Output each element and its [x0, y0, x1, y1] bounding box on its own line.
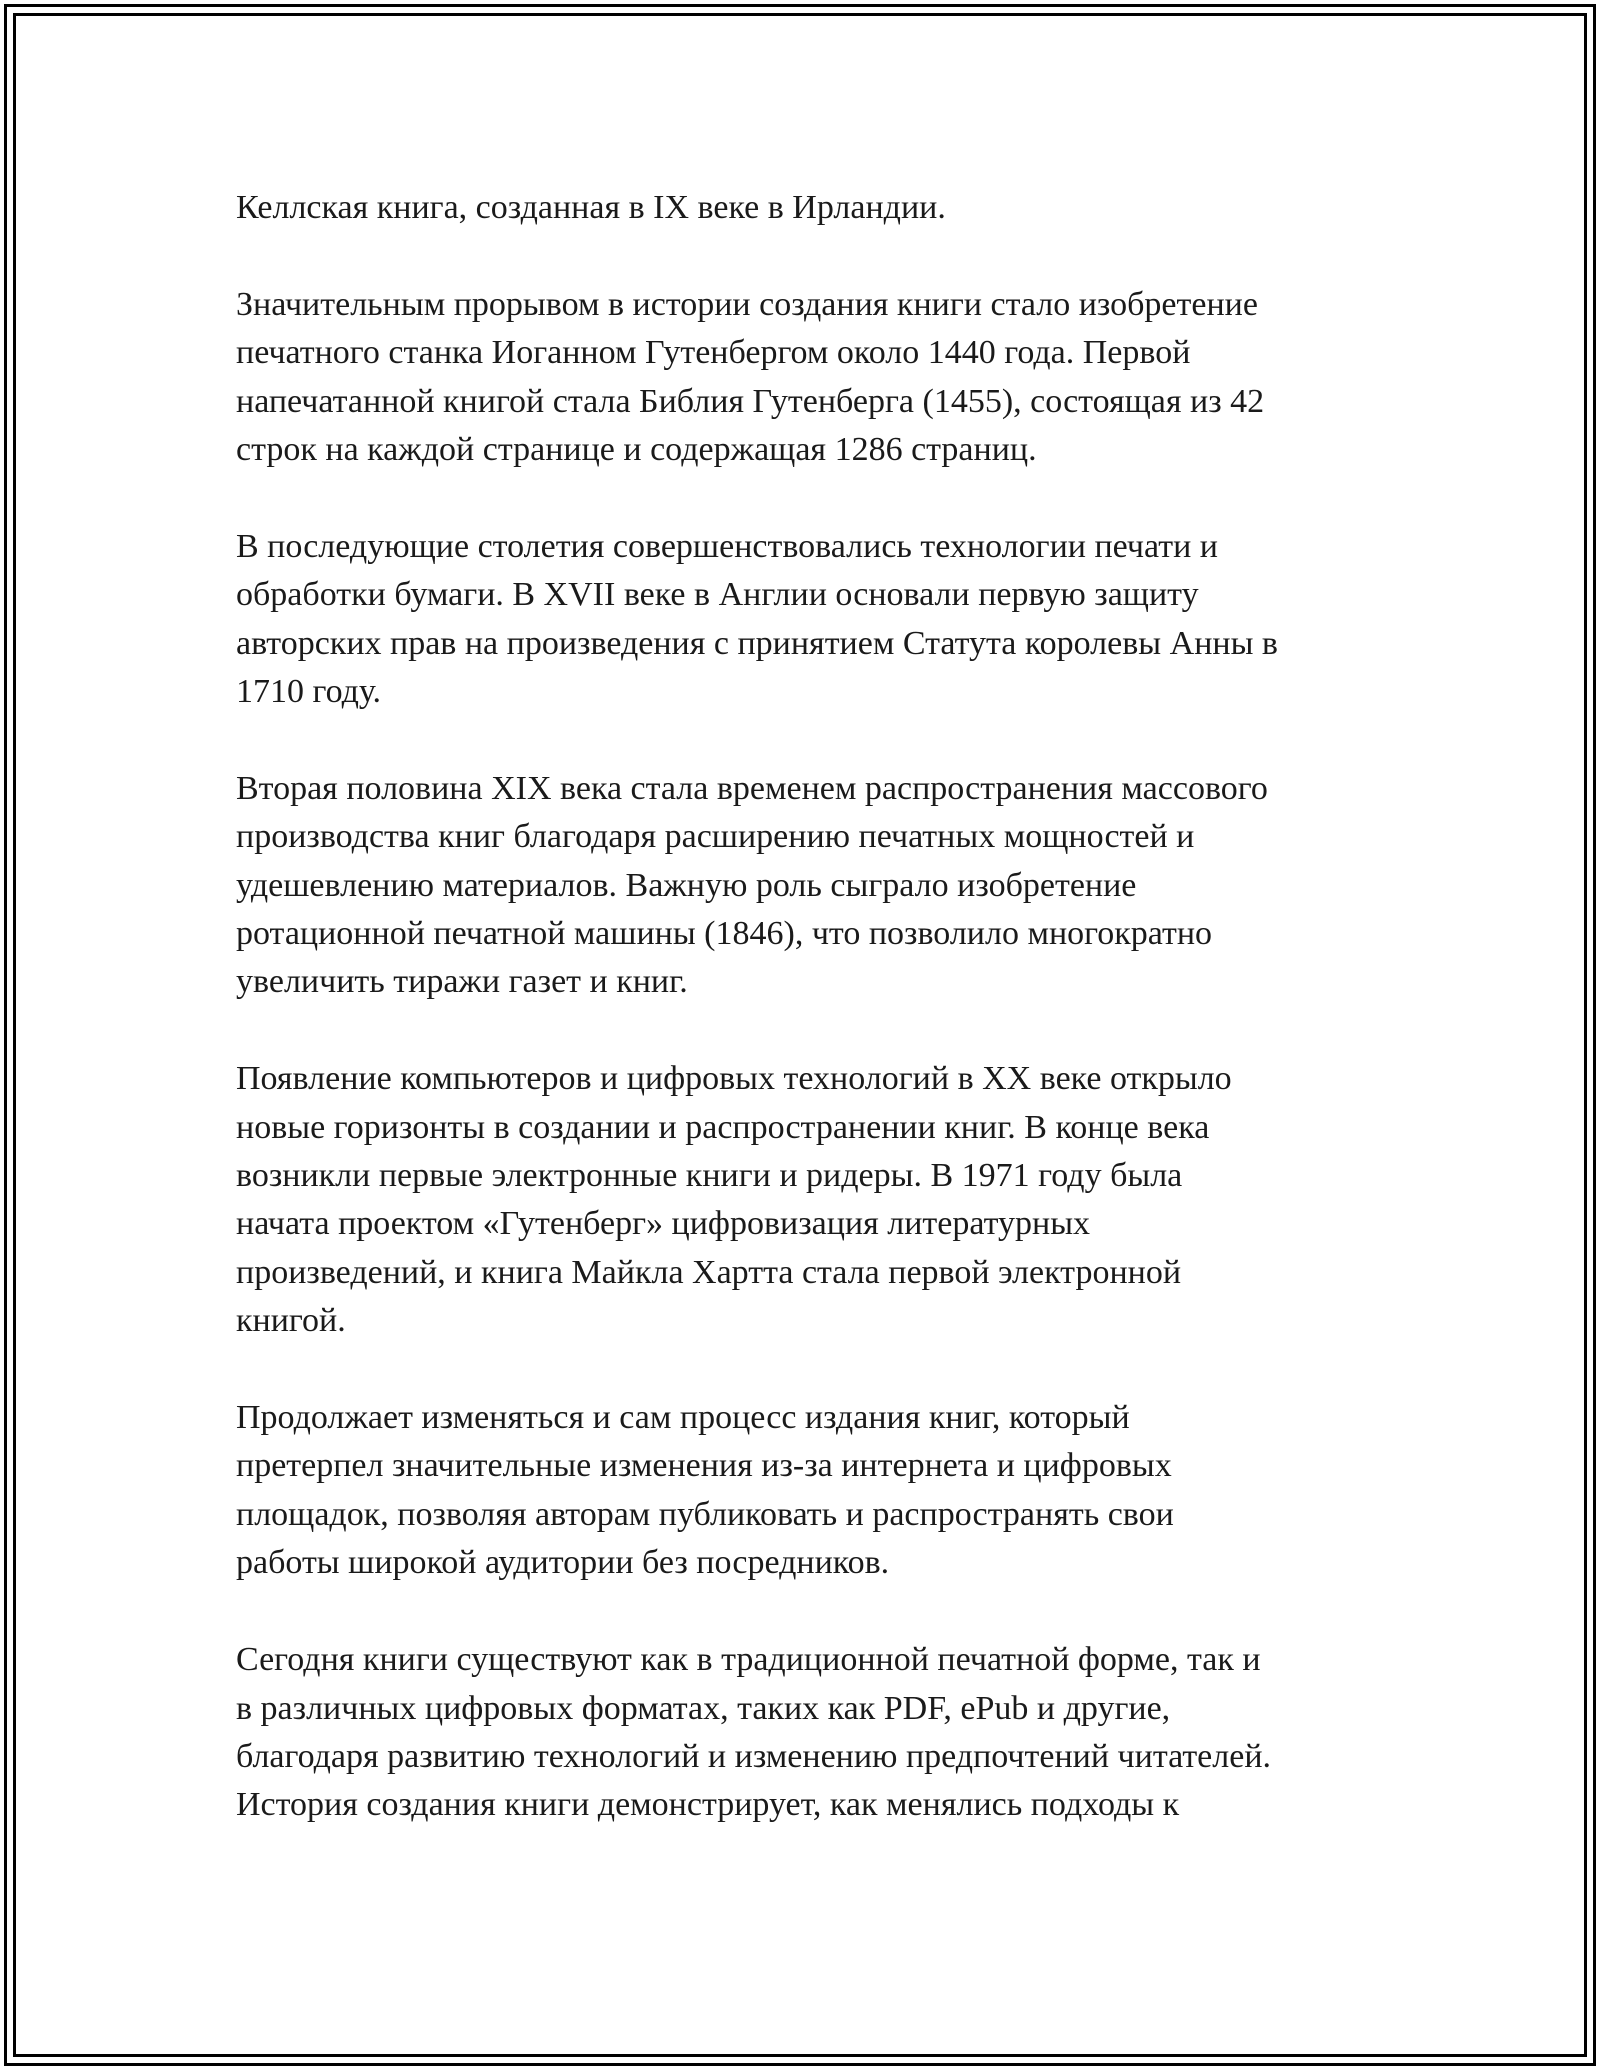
paragraph-mass-production: Вторая половина XIX века стала временем распространения массового производства книг благодаря расширению печатных мощностей и удешевлению материалов. Важную роль сыграло изобретение ротационной печатной машины (1846), что позволило многократно увеличить тиражи газет и книг. [236, 769, 1268, 1001]
paragraph-printing-copyright: В последующие столетия совершенствовались технологии печати и обработки бумаги. В XVII веке в Англии основали первую защиту авторских прав на произведения с принятием Статута королевы Анны в 1710 году. [236, 527, 1278, 711]
paragraph-book-of-kells: Келлская книга, созданная в IX веке в Ирландии. [236, 189, 946, 226]
document-body [236, 184, 1386, 1830]
paragraph-gutenberg-press: Значительным прорывом в истории создания книги стало изобретение печатного станка Иоганном Гутенбергом около 1440 года. Первой напечатанной книгой стала Библия Гутенберга (1455), состоящая из 42 строк на каждой странице и содержащая 1286 страниц. [236, 285, 1265, 469]
paragraph-books-today: Сегодня книги существуют как в традиционной печатной форме, так и в различных цифровых форматах, таких как PDF, ePub и другие, благодаря развитию технологий и изменению предпочтений читателей. История создания книги демонстрирует, как менялись подходы к [236, 1641, 1272, 1824]
paragraph-publishing-process: Продолжает изменяться и сам процесс издания книг, который претерпел значительные изменения из-за интернета и цифровых площадок, позволяя авторам публиковать и распространять свои работы широкой аудитории без посредников. [236, 1399, 1174, 1582]
paragraph-digital-books: Появление компьютеров и цифровых технологий в XX веке открыло новые горизонты в создании и распространении книг. В конце века возникли первые электронные книги и ридеры. В 1971 году была начата проектом «Гутенберг» цифровизация литературных произведений, и книга Майкла Хартта стала первой электронной книгой. [236, 1060, 1232, 1340]
